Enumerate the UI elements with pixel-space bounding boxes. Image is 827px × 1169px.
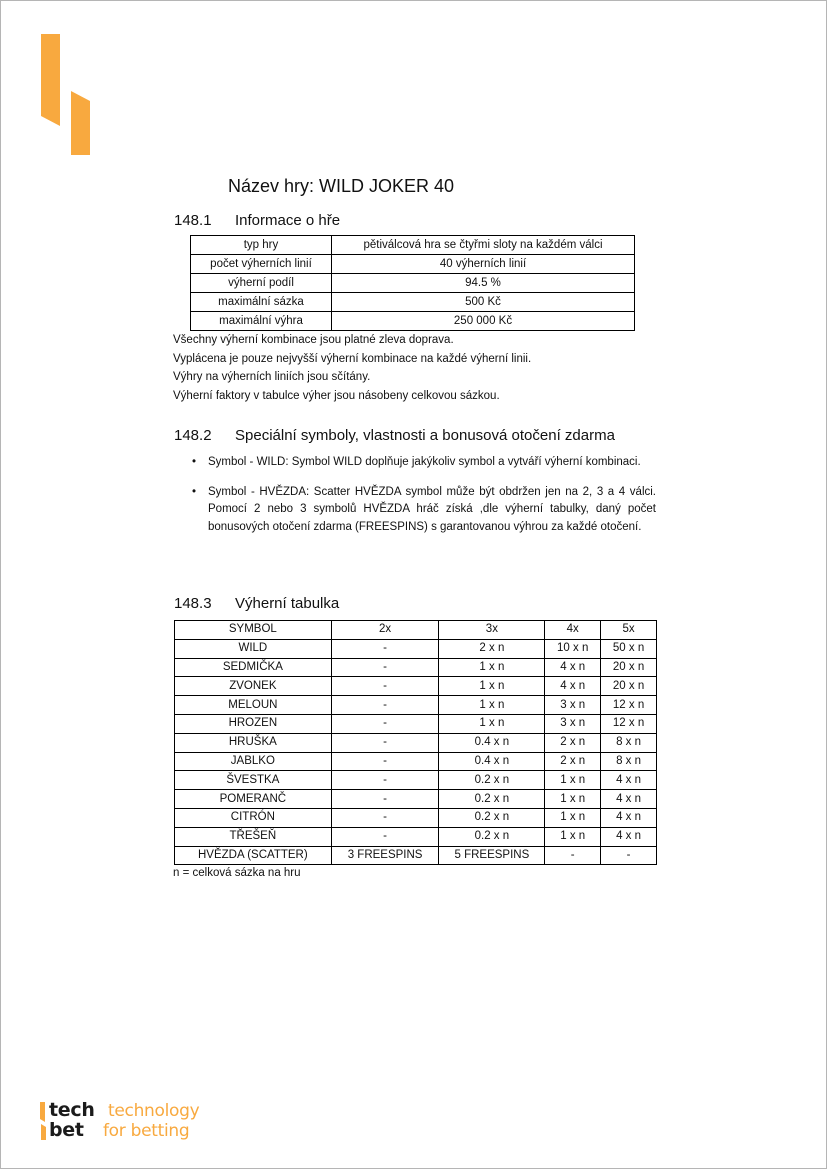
- payout-cell: -: [331, 658, 439, 677]
- info-label: maximální výhra: [191, 312, 332, 331]
- payout-cell: 4 x n: [601, 808, 657, 827]
- note-line: Výhry na výherních liniích jsou sčítány.: [173, 371, 371, 383]
- section-heading-info: [174, 212, 340, 229]
- info-value: pětiválcová hra se čtyřmi sloty na každém válci: [332, 236, 635, 255]
- paytable-footnote: n = celková sázka na hru: [173, 867, 301, 879]
- payout-cell: 3 x n: [545, 696, 601, 715]
- symbol-cell: HROZEN: [175, 714, 332, 733]
- game-title: Název hry: WILD JOKER 40: [228, 176, 455, 196]
- payout-cell: -: [331, 696, 439, 715]
- payout-cell: 1 x n: [439, 677, 545, 696]
- info-label: typ hry: [191, 236, 332, 255]
- column-header: 4x: [545, 621, 601, 640]
- symbol-cell: HVĚZDA (SCATTER): [175, 846, 332, 865]
- table-row: [175, 696, 657, 715]
- table-row: [175, 808, 657, 827]
- payout-cell: -: [331, 827, 439, 846]
- payout-cell: 0.4 x n: [439, 733, 545, 752]
- payout-cell: 10 x n: [545, 639, 601, 658]
- payout-cell: 1 x n: [545, 771, 601, 790]
- payout-cell: 20 x n: [601, 658, 657, 677]
- payout-cell: 3 x n: [545, 714, 601, 733]
- info-label: počet výherních linií: [191, 255, 332, 274]
- payout-cell: 1 x n: [545, 808, 601, 827]
- payout-cell: 0.2 x n: [439, 790, 545, 809]
- payout-cell: 5 FREESPINS: [439, 846, 545, 865]
- column-header: 3x: [439, 621, 545, 640]
- payout-cell: -: [331, 790, 439, 809]
- symbol-cell: SEDMIČKA: [175, 658, 332, 677]
- payout-cell: 8 x n: [601, 733, 657, 752]
- brand-word-bet: bet: [49, 1119, 84, 1141]
- payout-cell: 1 x n: [439, 658, 545, 677]
- payout-cell: 20 x n: [601, 677, 657, 696]
- payout-cell: -: [331, 714, 439, 733]
- column-header: SYMBOL: [175, 621, 332, 640]
- payout-cell: 0.2 x n: [439, 827, 545, 846]
- payout-cell: 4 x n: [601, 790, 657, 809]
- table-row: [175, 846, 657, 865]
- table-row: [191, 293, 635, 312]
- payout-cell: -: [331, 677, 439, 696]
- payout-cell: 3 FREESPINS: [331, 846, 439, 865]
- table-row: [175, 752, 657, 771]
- list-item: [190, 484, 656, 537]
- info-value: 250 000 Kč: [332, 312, 635, 331]
- note-line: Vyplácena je pouze nejvyšší výherní kombinace na každé výherní linii.: [173, 352, 532, 365]
- payout-cell: -: [601, 846, 657, 865]
- symbol-cell: JABLKO: [175, 752, 332, 771]
- payout-cell: 12 x n: [601, 714, 657, 733]
- special-symbols-list: [190, 454, 656, 548]
- info-value: 500 Kč: [332, 293, 635, 312]
- table-header-row: [175, 621, 657, 640]
- payout-cell: 2 x n: [439, 639, 545, 658]
- bullet-icon: •: [192, 456, 197, 468]
- payout-cell: 4 x n: [545, 677, 601, 696]
- symbol-cell: MELOUN: [175, 696, 332, 715]
- symbol-cell: ZVONEK: [175, 677, 332, 696]
- section-title: Speciální symboly, vlastnosti a bonusová otočení zdarma: [235, 427, 615, 444]
- game-info-table: [190, 235, 635, 331]
- table-row: [191, 236, 635, 255]
- section-title: Informace o hře: [235, 212, 341, 229]
- note-line: Všechny výherní kombinace jsou platné zleva doprava.: [173, 334, 454, 346]
- table-row: [175, 677, 657, 696]
- note-line: Výherní faktory v tabulce výher jsou násobeny celkovou sázkou.: [173, 389, 500, 402]
- bullet-icon: •: [192, 485, 197, 498]
- rules-notes: [173, 331, 531, 405]
- table-row: [175, 714, 657, 733]
- payout-cell: -: [331, 752, 439, 771]
- paytable: [174, 620, 657, 865]
- payout-cell: -: [331, 808, 439, 827]
- symbol-cell: HRUŠKA: [175, 733, 332, 752]
- table-row: [191, 274, 635, 293]
- symbol-cell: CITRÓN: [175, 808, 332, 827]
- techbet-footer-logo: [40, 1100, 240, 1146]
- info-label: výherní podíl: [191, 274, 332, 293]
- table-row: [191, 255, 635, 274]
- payout-cell: -: [331, 733, 439, 752]
- brand-bar-icon: [40, 1102, 46, 1140]
- table-row: [175, 790, 657, 809]
- techbet-mark-icon: [40, 34, 92, 156]
- payout-cell: -: [545, 846, 601, 865]
- list-item: [190, 454, 656, 472]
- info-value: 94.5 %: [332, 274, 635, 293]
- symbol-cell: TŘEŠEŇ: [175, 827, 332, 846]
- table-row: [175, 658, 657, 677]
- payout-cell: 2 x n: [545, 733, 601, 752]
- section-number: 148.2: [174, 427, 212, 444]
- payout-cell: 8 x n: [601, 752, 657, 771]
- info-value: 40 výherních linií: [332, 255, 635, 274]
- payout-cell: 1 x n: [439, 696, 545, 715]
- payout-cell: -: [331, 639, 439, 658]
- section-title: Výherní tabulka: [235, 595, 340, 612]
- payout-cell: 0.4 x n: [439, 752, 545, 771]
- table-row: [175, 827, 657, 846]
- info-label: maximální sázka: [191, 293, 332, 312]
- payout-cell: 4 x n: [545, 658, 601, 677]
- section-number: 148.1: [174, 212, 212, 229]
- payout-cell: 1 x n: [545, 827, 601, 846]
- symbol-cell: POMERANČ: [175, 790, 332, 809]
- brand-word-tech: tech: [49, 1099, 95, 1121]
- table-row: [191, 312, 635, 331]
- brand-tagline-for-betting: for betting: [103, 1121, 190, 1141]
- payout-cell: 50 x n: [601, 639, 657, 658]
- brand-tagline-technology: technology: [108, 1101, 200, 1121]
- column-header: 2x: [331, 621, 439, 640]
- payout-cell: 0.2 x n: [439, 771, 545, 790]
- section-heading-special: [174, 427, 615, 444]
- symbol-cell: WILD: [175, 639, 332, 658]
- payout-cell: 2 x n: [545, 752, 601, 771]
- payout-cell: 1 x n: [545, 790, 601, 809]
- column-header: 5x: [601, 621, 657, 640]
- payout-cell: -: [331, 771, 439, 790]
- payout-cell: 4 x n: [601, 827, 657, 846]
- bullet-text: Symbol - HVĚZDA: Scatter HVĚZDA symbol může být obdržen jen na 2, 3 a 4 válci. Pomocí 2 nebo 3 symbolů HVĚZDA hráč získá ,dle výherní tabulky, daný počet bonusových otočení zdarma (FREESPINS) s garantovanou výhrou za každé otočení.: [208, 485, 656, 533]
- section-heading-paytable: [174, 595, 339, 612]
- bullet-text: Symbol - WILD: Symbol WILD doplňuje jakýkoliv symbol a vytváří výherní kombinaci.: [208, 456, 641, 468]
- payout-cell: 1 x n: [439, 714, 545, 733]
- payout-cell: 4 x n: [601, 771, 657, 790]
- table-row: [175, 639, 657, 658]
- payout-cell: 12 x n: [601, 696, 657, 715]
- section-number: 148.3: [174, 595, 212, 612]
- payout-cell: 0.2 x n: [439, 808, 545, 827]
- table-row: [175, 733, 657, 752]
- table-row: [175, 771, 657, 790]
- symbol-cell: ŠVESTKA: [175, 771, 332, 790]
